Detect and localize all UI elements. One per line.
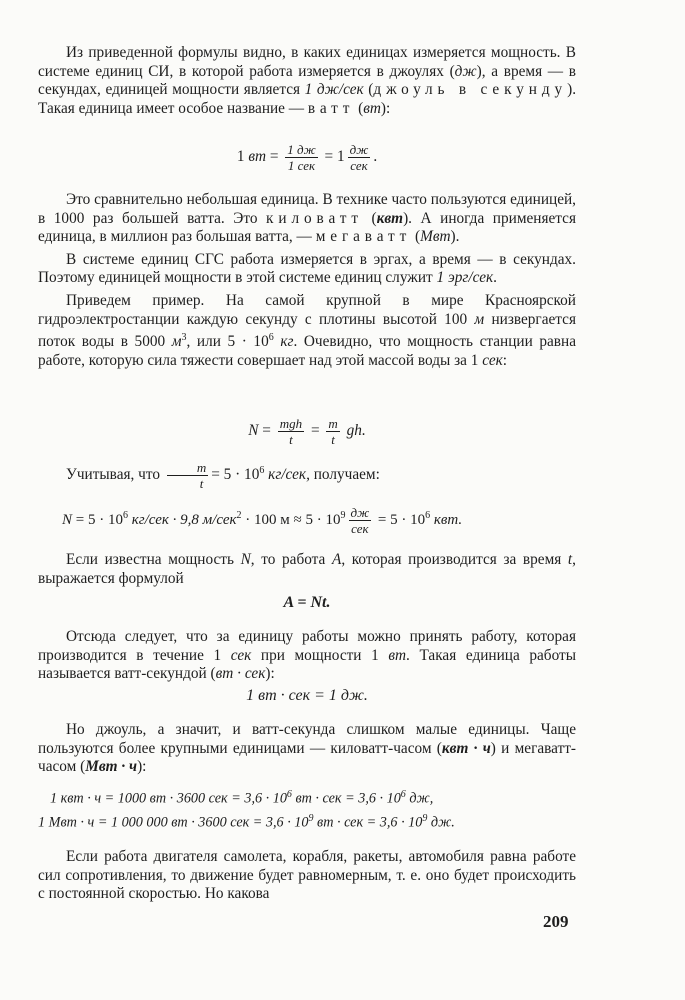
eq1-period: . — [373, 148, 378, 166]
para8-unit-kwh: квт · ч — [441, 739, 491, 757]
eq2-fraction-2 — [326, 416, 339, 447]
eq6-part-b: вт · сек = 3,6 · 10 — [291, 790, 401, 807]
para4-sup-6: 6 — [268, 332, 274, 344]
para1-unit-joule-per-sec: 1 дж/сек — [304, 81, 364, 99]
para6-var-t: t — [567, 551, 573, 568]
para3-text-2: . — [493, 269, 497, 287]
line5-text-3: получаем: — [309, 466, 380, 484]
eq1-frac1-numerator: 1 дж — [287, 142, 316, 157]
eq3-part-2: кг/сек · 9,8 м/сек — [127, 511, 237, 528]
para7-unit-watt-sec: вт · сек — [215, 665, 266, 683]
eq2-fraction-1 — [278, 416, 304, 447]
para7-text-3: . Такая единица работы называется ватт-секундой ( — [38, 646, 576, 683]
para2-text-5: ). — [450, 228, 460, 246]
eq3-frac-denominator: сек — [351, 521, 369, 536]
para1-text-1: Из приведенной формулы видно, в каких единицах измеряется мощность. В системе единиц СИ, в которой работа измеряется в джоулях ( — [38, 44, 576, 80]
eq7-part-b: вт · сек = 3,6 · 10 — [313, 814, 423, 831]
eq6-sup-2: 6 — [400, 789, 406, 800]
para7-unit-watt: вт — [388, 646, 407, 664]
para6-var-N: N — [240, 551, 251, 568]
para4-text-2: низвергается поток воды в 5000 — [38, 310, 576, 351]
para2-text-1: Это сравнительно небольшая единица. В технике часто пользуются единицей, в 1000 раз большей ватта. Это — [38, 191, 576, 227]
eq2-N: N — [248, 422, 259, 440]
para4-text-5: : — [502, 351, 508, 369]
para3-text-1: В системе единиц СГС работа измеряется в эргах, а время — в секундах. Поэтому единицей мощности в этой системе единиц служит — [38, 250, 576, 287]
eq3-part-1: = 5 · 10 — [72, 511, 123, 528]
eq1-frac2-denominator: сек — [350, 158, 368, 173]
eq6-sup-1: 6 — [286, 789, 292, 800]
eq7-part-c: дж. — [427, 814, 455, 831]
eq1-equals-1: = — [269, 148, 279, 166]
eq2-tail: gh. — [346, 422, 366, 440]
line5-sup: 6 — [259, 464, 265, 476]
eq1-fraction-1 — [285, 142, 317, 173]
para3-unit-erg-per-sec: 1 эрг/сек — [436, 269, 494, 287]
para2-unit-kw: квт — [376, 209, 404, 227]
para7-text-1: Отсюда следует, что за единицу работы можно принять работу, которая производится в течение 1 — [38, 628, 576, 664]
line5-frac-denominator: t — [199, 476, 204, 491]
para6-text-3: , которая производится за время — [341, 551, 568, 568]
equation-mwh — [38, 810, 576, 832]
equation-kwh — [50, 786, 588, 808]
para6-text-4: , выражается формулой — [38, 551, 576, 587]
eq7-sup-2: 9 — [422, 813, 428, 824]
line5-fraction — [167, 460, 208, 491]
para7-unit-sec: сек — [230, 646, 252, 664]
para7-text-4: ): — [265, 665, 275, 683]
paragraph-work-formula — [38, 551, 576, 588]
para4-unit-m: м — [474, 310, 485, 328]
eq3-sup-2: 2 — [236, 509, 242, 521]
para8-text-2: ) и мегаватт-часом ( — [38, 739, 577, 776]
paragraph-kilowatt-hour — [38, 721, 576, 777]
para8-unit-mwh: Мвт · ч — [85, 758, 138, 776]
line5-frac-numerator: m — [167, 460, 208, 476]
eq2-equals-2: = — [310, 422, 320, 440]
para6-var-A: A — [331, 551, 342, 568]
para4-text-4: . Очевидно, что мощность станции равна работе, которую сила тяжести совершает над этой массой воды за 1 — [38, 333, 577, 369]
line5-text-1: Учитывая, что — [66, 466, 164, 484]
eq2-frac2-denominator: t — [331, 432, 335, 447]
para1-text-4: ). Такая единица имеет особое название — — [38, 81, 577, 117]
para6-text-1: Если известна мощность — [66, 551, 241, 568]
para4-text-1: Приведем пример. На самой крупной в мире Красноярской гидроэлектростанции каждую секунду с плотины высотой 100 — [38, 291, 576, 328]
eq1-one: 1 — [236, 148, 245, 166]
equation-watt-second-joule: 1 вт · сек = 1 дж. — [246, 687, 368, 704]
para2-text-3: ). А иногда применяется единица, в миллион раз большая ватта, — — [38, 209, 576, 246]
para4-unit-sec: сек — [482, 351, 503, 369]
para7-text-2: при мощности 1 — [251, 646, 389, 664]
eq3-sup-1: 6 — [122, 509, 128, 521]
para1-text-6: ): — [380, 99, 391, 117]
line-considering — [38, 460, 576, 491]
line5-unit: кг/сек, — [264, 466, 310, 484]
eq3-fraction — [349, 505, 372, 536]
equation-A-Nt: A = Nt. — [283, 594, 331, 611]
paragraph-cgs — [38, 251, 576, 288]
eq7-part-a: 1 Мвт · ч = 1 000 000 вт · 3600 сек = 3,6 · 10 — [38, 814, 309, 831]
para1-text-5: ( — [354, 99, 364, 117]
para6-text-2: , то работа — [250, 551, 332, 568]
page-number: 209 — [543, 912, 569, 931]
eq2-equals-1: = — [262, 422, 271, 440]
paragraph-uniform-motion — [38, 848, 576, 904]
eq7-sup-1: 9 — [308, 813, 314, 824]
eq3-part-3: · 100 м ≈ 5 · 10 — [241, 511, 341, 528]
eq6-part-a: 1 квт · ч = 1000 вт · 3600 сек = 3,6 · 10 — [50, 790, 287, 807]
eq1-watt: вт — [248, 148, 266, 166]
eq1-fraction-2 — [348, 142, 371, 173]
eq3-frac-numerator: дж — [350, 505, 370, 520]
para2-spaced-kilowatt: киловатт — [266, 209, 363, 227]
eq1-equals-2: = — [324, 148, 334, 166]
para4-unit-kg: кг — [273, 333, 294, 351]
eq1-coefficient: 1 — [337, 148, 345, 166]
para4-sup-3: 3 — [181, 332, 187, 344]
para1-unit-watt: вт — [363, 99, 381, 117]
para8-text-3: ): — [137, 758, 147, 776]
eq2-frac1-denominator: t — [289, 432, 293, 447]
eq1-frac2-numerator: дж — [349, 142, 369, 157]
para4-unit-m3: м — [171, 333, 182, 351]
para4-text-3: , или 5 · 10 — [186, 333, 269, 351]
line5-text-2: = 5 · 10 — [211, 466, 260, 484]
para2-unit-mw: Мвт — [420, 228, 451, 246]
equation-power-numeric — [62, 505, 600, 536]
para9-text: Если работа двигателя самолета, корабля, ракеты, автомобиля равна работе сил сопротивления, то движение будет равномерным, т. е. оно будет происходить с постоянной скоростью. Но какова — [38, 848, 576, 903]
paragraph-kilowatt — [38, 191, 576, 370]
eq3-sup-4: 6 — [425, 509, 431, 521]
eq2-frac1-numerator: mgh — [279, 416, 303, 431]
para2-text-2: ( — [362, 209, 377, 227]
para1-unit-joule: дж — [454, 62, 477, 80]
para1-text-2: ), а время — в секундах, единицей мощности является — [38, 62, 576, 99]
para2-spaced-megawatt: мегаватт — [315, 228, 412, 246]
eq6-part-c: дж, — [405, 790, 434, 807]
equation-power-mgh — [38, 416, 576, 447]
eq2-frac2-numerator: m — [328, 416, 338, 431]
eq3-part-5: квт. — [430, 511, 463, 528]
eq1-frac1-denominator: 1 сек — [287, 158, 316, 173]
para1-spaced-joule-per-second: джоуль в секунду — [373, 81, 568, 99]
paragraph-example — [38, 292, 576, 370]
para8-text-1: Но джоуль, а значит, и ватт-секунда слишком малые единицы. Чаще пользуются более крупными единицами — киловатт-часом ( — [38, 721, 576, 757]
paragraph-power-units — [38, 44, 576, 118]
para1-spaced-watt: ватт — [307, 99, 355, 117]
para2-text-4: ( — [411, 228, 421, 246]
eq3-N: N — [62, 511, 73, 528]
equation-watt-definition — [38, 142, 576, 173]
eq3-sup-3: 9 — [340, 509, 346, 521]
para1-text-3: ( — [363, 81, 374, 99]
eq3-part-4: = 5 · 10 — [374, 511, 426, 528]
paragraph-watt-second — [38, 628, 576, 684]
